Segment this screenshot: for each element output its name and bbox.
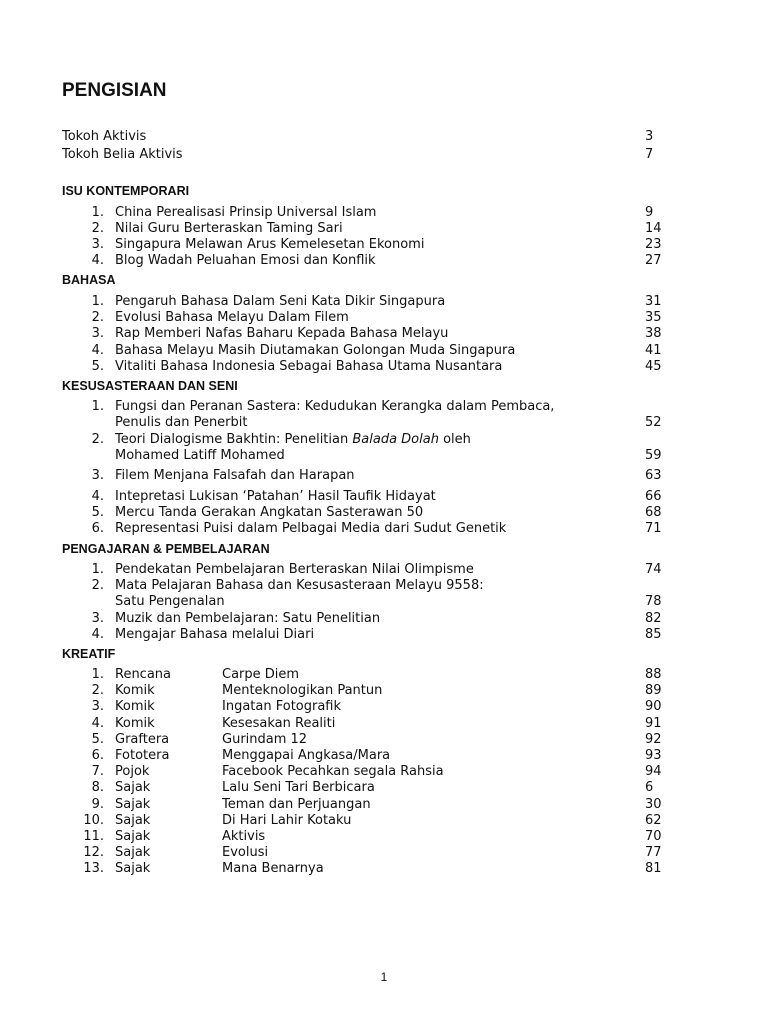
entry-title: Facebook Pecahkan segala Rahsia (222, 764, 444, 779)
entry-title: Ingatan Fotografik (222, 699, 342, 714)
entry-page: 52 (645, 415, 662, 430)
entry-title-continued: Mohamed Latiff Mohamed (115, 448, 285, 463)
entry-category: Rencana (115, 667, 172, 682)
entry-number: 3. (91, 468, 104, 483)
entry-number: 11. (83, 829, 104, 844)
entry-title: Mana Benarnya (222, 861, 324, 876)
toc-entry-continued[interactable] (0, 414, 768, 431)
entry-title: Fungsi dan Peranan Sastera: Kedudukan Kerangka dalam Pembaca, (115, 399, 555, 414)
entry-page: 81 (645, 861, 662, 876)
kreatif-entry[interactable] (0, 698, 768, 715)
entry-category: Sajak (115, 780, 151, 795)
entry-page: 63 (645, 468, 662, 483)
entry-title: Lalu Seni Tari Berbicara (222, 780, 375, 795)
entry-category: Sajak (115, 845, 151, 860)
entry-page: 41 (645, 343, 662, 358)
toc-entry[interactable] (0, 488, 768, 505)
entry-title: Teman dan Perjuangan (222, 797, 371, 812)
kreatif-entry[interactable] (0, 763, 768, 780)
entry-title: Evolusi Bahasa Melayu Dalam Filem (115, 310, 349, 325)
entry-number: 12. (83, 845, 104, 860)
kreatif-entry[interactable] (0, 828, 768, 845)
entry-number: 3. (91, 699, 104, 714)
entry-page: 7 (645, 147, 654, 162)
entry-page: 14 (645, 221, 662, 236)
entry-number: 6. (91, 748, 104, 763)
italic-work-title: Balada Dolah (352, 432, 439, 447)
entry-title: Tokoh Aktivis (62, 129, 147, 144)
entry-number: 4. (91, 343, 104, 358)
entry-number: 2. (91, 432, 104, 447)
entry-page: 35 (645, 310, 662, 325)
entry-page: 77 (645, 845, 662, 860)
toc-entry[interactable] (0, 325, 768, 342)
entry-page: 38 (645, 326, 662, 341)
entry-title: Filem Menjana Falsafah dan Harapan (115, 468, 355, 483)
entry-number: 4. (91, 489, 104, 504)
entry-title-continued: Satu Pengenalan (115, 594, 225, 609)
entry-page: 92 (645, 732, 662, 747)
section-heading-pengajaran-pembelajaran: PENGAJARAN & PEMBELAJARAN (62, 542, 270, 556)
entry-title: Mengajar Bahasa melalui Diari (115, 627, 315, 642)
entry-page: 66 (645, 489, 662, 504)
entry-category: Pojok (115, 764, 150, 779)
entry-page: 93 (645, 748, 662, 763)
entry-page: 91 (645, 716, 662, 731)
page-number: 1 (380, 970, 388, 984)
entry-page: 88 (645, 667, 662, 682)
kreatif-entry[interactable] (0, 682, 768, 699)
toc-entry[interactable] (0, 577, 768, 594)
entry-title: Vitaliti Bahasa Indonesia Sebagai Bahasa Utama Nusantara (115, 359, 503, 374)
entry-page: 70 (645, 829, 662, 844)
entry-number: 13. (83, 861, 104, 876)
kreatif-entry[interactable] (0, 715, 768, 732)
entry-title: Pengaruh Bahasa Dalam Seni Kata Dikir Singapura (115, 294, 446, 309)
toc-entry[interactable] (0, 358, 768, 375)
entry-title: Aktivis (222, 829, 266, 844)
entry-number: 3. (91, 326, 104, 341)
kreatif-entry[interactable] (0, 812, 768, 829)
entry-page: 31 (645, 294, 662, 309)
toc-entry[interactable] (0, 610, 768, 627)
entry-page: 30 (645, 797, 662, 812)
entry-title: Di Hari Lahir Kotaku (222, 813, 352, 828)
entry-title: Nilai Guru Berteraskan Taming Sari (115, 221, 343, 236)
entry-page: 9 (645, 205, 654, 220)
entry-category: Graftera (115, 732, 170, 747)
entry-category: Sajak (115, 813, 151, 828)
entry-number: 5. (91, 359, 104, 374)
section-heading-kesusasteraan-dan-seni: KESUSASTERAAN DAN SENI (62, 379, 238, 393)
entry-page: 59 (645, 448, 662, 463)
section-heading-isu-kontemporari: ISU KONTEMPORARI (62, 184, 190, 198)
entry-page: 74 (645, 562, 662, 577)
toc-entry[interactable] (0, 236, 768, 253)
entry-page: 3 (645, 129, 654, 144)
toc-entry[interactable] (0, 504, 768, 521)
entry-number: 4. (91, 716, 104, 731)
entry-title-rich: Teori Dialogisme Bakhtin: Penelitian Balada Dolah oleh (115, 432, 471, 447)
entry-number: 1. (91, 562, 104, 577)
entry-title: Intepretasi Lukisan ‘Patahan’ Hasil Taufik Hidayat (115, 489, 436, 504)
entry-title: Kesesakan Realiti (222, 716, 336, 731)
entry-number: 2. (91, 578, 104, 593)
toc-entry[interactable] (0, 309, 768, 326)
entry-number: 7. (91, 764, 104, 779)
entry-number: 4. (91, 253, 104, 268)
entry-page: 85 (645, 627, 662, 642)
entry-page: 62 (645, 813, 662, 828)
entry-number: 6. (91, 521, 104, 536)
entry-number: 2. (91, 221, 104, 236)
entry-title: Blog Wadah Peluahan Emosi dan Konflik (115, 253, 376, 268)
page-title: PENGISIAN (62, 80, 167, 101)
kreatif-entry[interactable] (0, 731, 768, 748)
kreatif-entry[interactable] (0, 844, 768, 861)
entry-number: 5. (91, 505, 104, 520)
entry-title: Singapura Melawan Arus Kemelesetan Ekonomi (115, 237, 425, 252)
entry-category: Komik (115, 683, 155, 698)
entry-number: 1. (91, 205, 104, 220)
toc-entry[interactable] (0, 561, 768, 578)
toc-entry-continued[interactable] (0, 593, 768, 610)
entry-number: 9. (91, 797, 104, 812)
entry-page: 94 (645, 764, 662, 779)
toc-entry[interactable] (0, 342, 768, 359)
toc-entry-intro[interactable] (0, 128, 768, 145)
entry-category: Komik (115, 699, 155, 714)
entry-title: Gurindam 12 (222, 732, 308, 747)
entry-category: Komik (115, 716, 155, 731)
entry-category: Sajak (115, 829, 151, 844)
entry-number: 2. (91, 683, 104, 698)
entry-title: Menggapai Angkasa/Mara (222, 748, 391, 763)
entry-title-continued: Penulis dan Penerbit (115, 415, 248, 430)
entry-page: 6 (645, 780, 654, 795)
entry-category: Sajak (115, 797, 151, 812)
entry-number: 1. (91, 667, 104, 682)
entry-title: Representasi Puisi dalam Pelbagai Media dari Sudut Genetik (115, 521, 507, 536)
entry-page: 23 (645, 237, 662, 252)
entry-page: 68 (645, 505, 662, 520)
kreatif-entry[interactable] (0, 860, 768, 877)
toc-entry[interactable] (0, 204, 768, 221)
entry-title: Tokoh Belia Aktivis (62, 147, 183, 162)
entry-page: 71 (645, 521, 662, 536)
toc-entry[interactable] (0, 520, 768, 537)
kreatif-entry[interactable] (0, 666, 768, 683)
entry-page: 78 (645, 594, 662, 609)
entry-title: Bahasa Melayu Masih Diutamakan Golongan Muda Singapura (115, 343, 516, 358)
entry-title: Muzik dan Pembelajaran: Satu Penelitian (115, 611, 381, 626)
entry-title: Pendekatan Pembelajaran Berteraskan Nilai Olimpisme (115, 562, 474, 577)
kreatif-entry[interactable] (0, 747, 768, 764)
toc-entry[interactable] (0, 252, 768, 269)
toc-entry[interactable] (0, 220, 768, 237)
toc-entry[interactable] (0, 626, 768, 643)
entry-number: 5. (91, 732, 104, 747)
toc-entry[interactable] (0, 293, 768, 310)
toc-entry-continued[interactable] (0, 447, 768, 464)
entry-page: 82 (645, 611, 662, 626)
entry-number: 1. (91, 399, 104, 414)
entry-number: 3. (91, 237, 104, 252)
entry-page: 27 (645, 253, 662, 268)
entry-category: Sajak (115, 861, 151, 876)
entry-page: 89 (645, 683, 662, 698)
entry-page: 90 (645, 699, 662, 714)
entry-number: 3. (91, 611, 104, 626)
kreatif-entry[interactable] (0, 779, 768, 796)
section-heading-kreatif: KREATIF (62, 647, 116, 661)
entry-page: 45 (645, 359, 662, 374)
entry-title: Mercu Tanda Gerakan Angkatan Sasterawan 50 (115, 505, 424, 520)
entry-title: Mata Pelajaran Bahasa dan Kesusasteraan Melayu 9558: (115, 578, 484, 593)
entry-number: 1. (91, 294, 104, 309)
toc-entry[interactable] (0, 467, 768, 484)
entry-title: China Perealisasi Prinsip Universal Islam (115, 205, 377, 220)
section-heading-bahasa: BAHASA (62, 273, 116, 287)
entry-title: Evolusi (222, 845, 269, 860)
toc-entry-intro[interactable] (0, 146, 768, 163)
toc-entry[interactable] (0, 398, 768, 415)
toc-entry[interactable] (0, 431, 768, 448)
entry-number: 2. (91, 310, 104, 325)
entry-number: 8. (91, 780, 104, 795)
entry-title: Carpe Diem (222, 667, 300, 682)
kreatif-entry[interactable] (0, 796, 768, 813)
entry-title: Rap Memberi Nafas Baharu Kepada Bahasa Melayu (115, 326, 449, 341)
entry-category: Fototera (115, 748, 170, 763)
entry-title: Menteknologikan Pantun (222, 683, 383, 698)
entry-number: 4. (91, 627, 104, 642)
entry-number: 10. (83, 813, 104, 828)
